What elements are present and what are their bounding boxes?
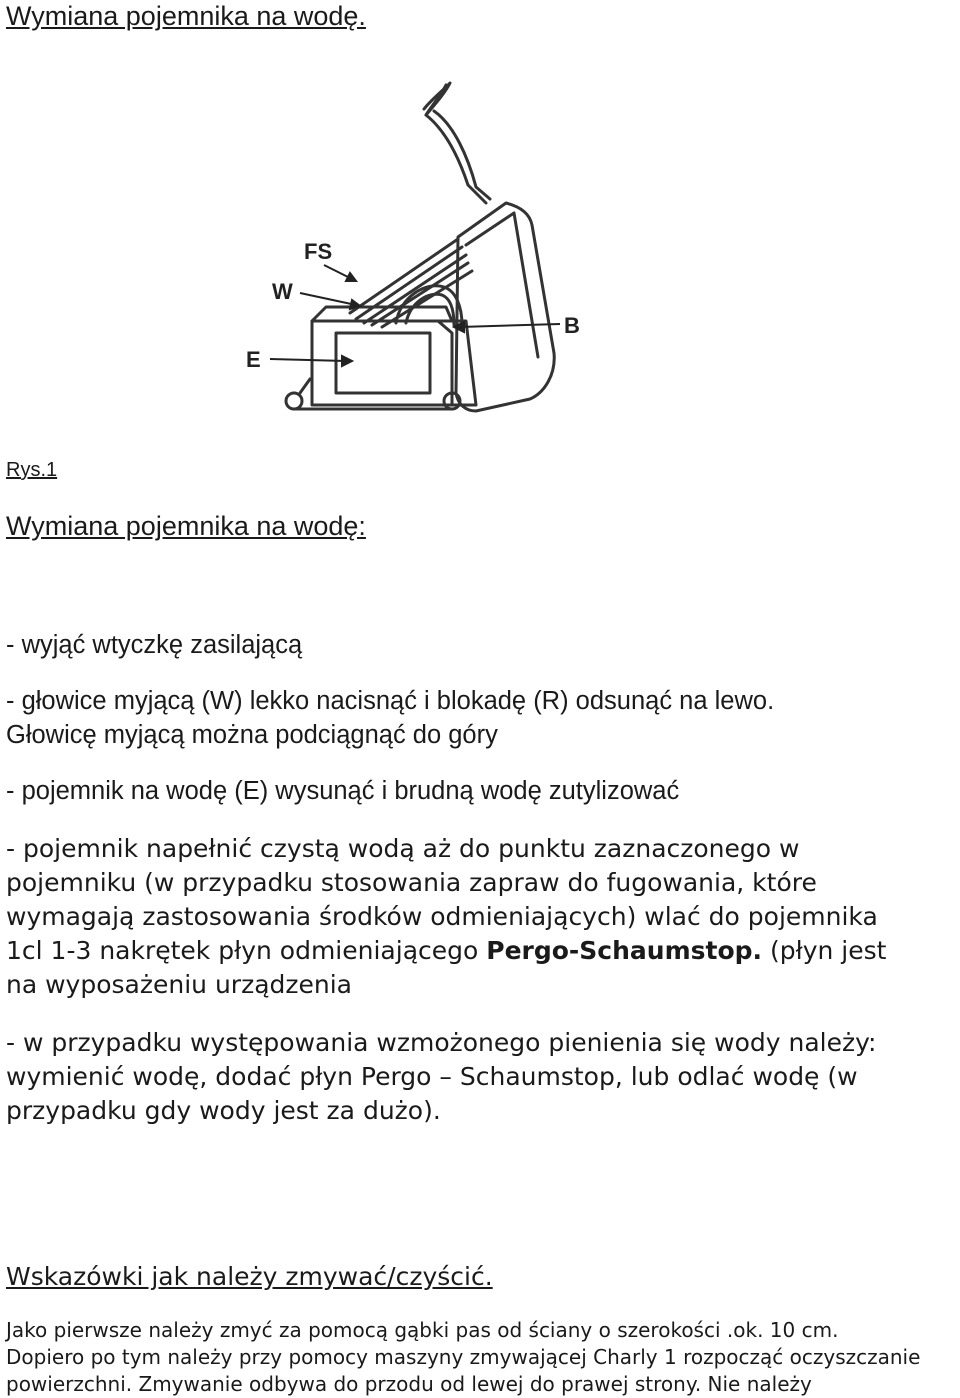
arrow-b xyxy=(460,324,560,327)
machine-diagram xyxy=(240,75,590,420)
tips-heading: Wskazówki jak należy zmywać/czyścić. xyxy=(6,1262,493,1291)
step-tank: - pojemnik na wodę (E) wysunąć i brudną wodę zutylizować xyxy=(6,777,680,805)
step-fill-line1: - pojemnik napełnić czystą wodą aż do punktu zaznaczonego w xyxy=(6,834,800,863)
step-head-line1: - głowice myjącą (W) lekko nacisnąć i blokadę (R) odsunąć na lewo. xyxy=(6,687,775,715)
label-b: B xyxy=(564,313,580,338)
step-foam-line1: - w przypadku występowania wzmożonego pienienia się wody należy: xyxy=(6,1028,877,1057)
step-foam-line2: wymienić wodę, dodać płyn Pergo – Schaumstop, lub odlać wodę (w xyxy=(6,1062,858,1091)
step-foam-line3: przypadku gdy wody jest za dużo). xyxy=(6,1096,441,1125)
tips-line2: Dopiero po tym należy przy pomocy maszyny zmywającej Charly 1 rozpocząć oczyszczanie xyxy=(6,1345,921,1369)
step-fill-line4-pre: 1cl 1-3 nakrętek płyn odmieniającego xyxy=(6,936,487,965)
housing-inner-edge xyxy=(466,213,538,357)
upright-housing xyxy=(456,203,554,411)
label-e: E xyxy=(246,347,261,372)
step-head-line2: Głowicę myjącą można podciągnąć do góry xyxy=(6,721,498,749)
step-fill-line4 xyxy=(6,934,886,968)
label-w: W xyxy=(272,279,293,304)
product-name: Pergo-Schaumstop. xyxy=(486,936,763,965)
step-fill-line3: wymagają zastosowania środków odmieniających) wlać do pojemnika xyxy=(6,902,878,931)
label-fs: FS xyxy=(304,239,333,264)
arrow-w xyxy=(300,293,356,305)
step-fill-line5: na wyposażeniu urządzenia xyxy=(6,970,352,999)
step-fill-line2: pojemniku (w przypadku stosowania zapraw do fugowania, które xyxy=(6,868,817,897)
step-fill-line4-post: (płyn jest xyxy=(762,936,887,965)
document-title: Wymiana pojemnika na wodę. xyxy=(6,1,366,31)
step-unplug: - wyjąć wtyczkę zasilającą xyxy=(6,631,303,659)
figure-caption: Rys.1 xyxy=(6,459,58,481)
section-title: Wymiana pojemnika na wodę: xyxy=(6,511,366,541)
tips-line1: Jako pierwsze należy zmyć za pomocą gąbki pas od ściany o szerokości .ok. 10 cm. xyxy=(6,1318,839,1342)
wheel-left xyxy=(286,393,302,409)
tips-line3: powierzchni. Zmywanie odbywa do przodu od lewej do prawej strony. Nie należy xyxy=(6,1372,812,1396)
